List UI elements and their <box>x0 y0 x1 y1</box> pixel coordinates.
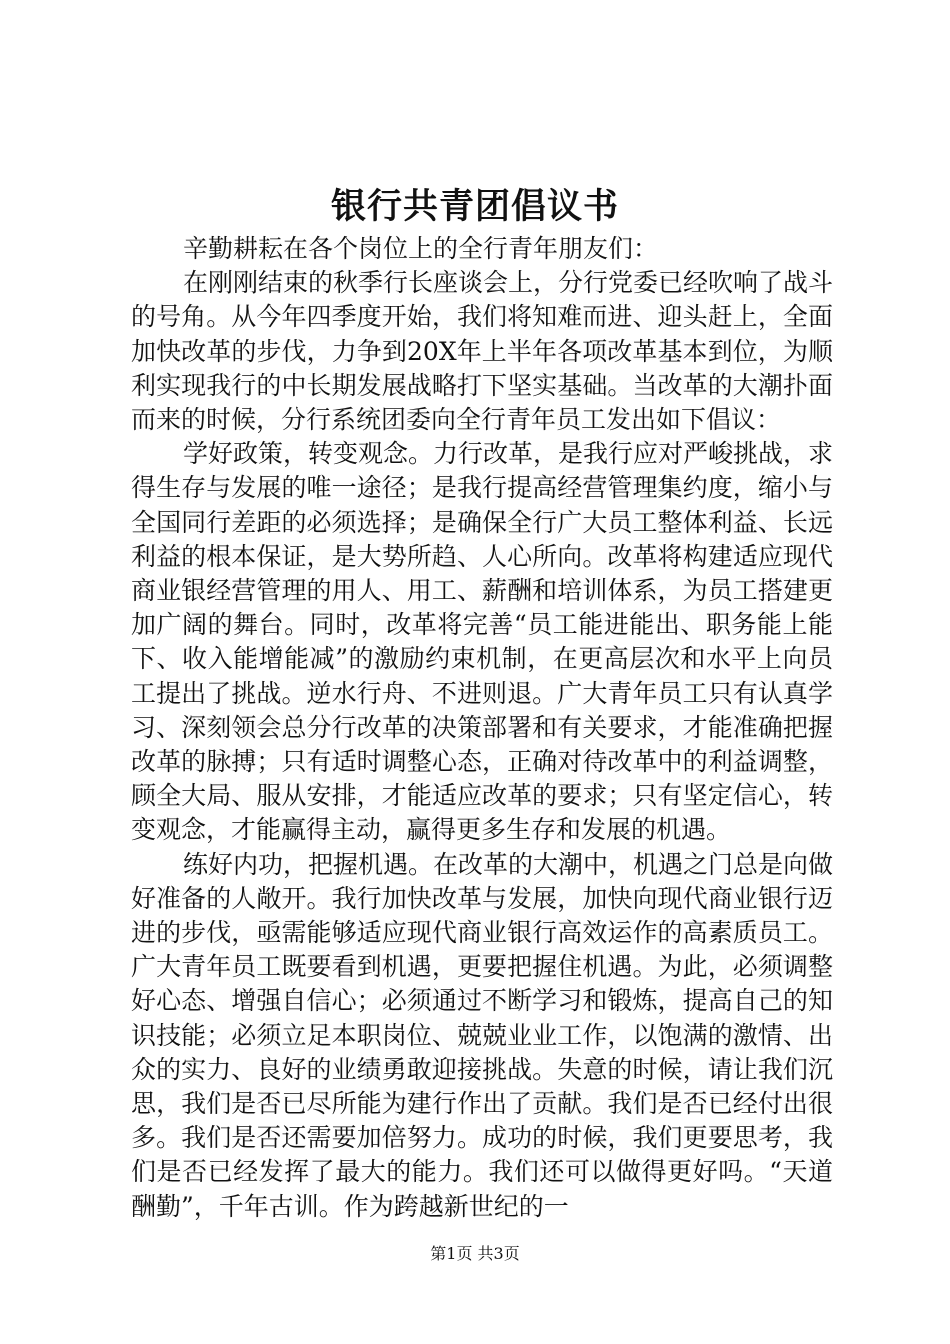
document-title: 银行共青团倡议书 <box>330 186 619 227</box>
intro-paragraph: 在刚刚结束的秋季行长座谈会上，分行党委已经吹响了战斗的号角。从今年四季度开始，我们将知难而进、迎头赶上，全面加快改革的步伐，力争到20X年上半年各项改革基本到位，为顺利实现我行的中长期发展战略打下坚实基础。当改革的大潮扑面而来的时候，分行系统团委向全行青年员工发出如下倡议： <box>131 268 834 435</box>
policy-paragraph: 学好政策，转变观念。力行改革，是我行应对严峻挑战，求得生存与发展的唯一途径；是我行提高经营管理集约度，缩小与全国同行差距的必须选择；是确保全行广大员工整体利益、长远利益的根本保证，是大势所趋、人心所向。改革将构建适应现代商业银经营管理的用人、用工、薪酬和培训体系，为员工搭建更加广阔的舞台。同时，改革将完善“员工能进能出、职务能上能下、收入能增能减”的激励约束机制，在更高层次和水平上向员工提出了挑战。逆水行舟、不进则退。广大青年员工只有认真学习、深刻领会总分行改革的决策部署和有关要求，才能准确把握改革的脉搏；只有适时调整心态，正确对待改革中的利益调整，顾全大局、服从安排，才能适应改革的要求；只有坚定信心，转变观念，才能赢得主动，赢得更多生存和发展的机遇。 <box>131 439 834 845</box>
opportunity-paragraph: 练好内功，把握机遇。在改革的大潮中，机遇之门总是向做好准备的人敞开。我行加快改革与发展，加快向现代商业银行迈进的步伐，亟需能够适应现代商业银行高效运作的高素质员工。广大青年员工既要看到机遇，更要把握住机遇。为此，必须调整好心态、增强自信心；必须通过不断学习和锻炼，提高自己的知识技能；必须立足本职岗位、兢兢业业工作，以饱满的激情、出众的实力、良好的业绩勇敢迎接挑战。失意的时候，请让我们沉思，我们是否已尽所能为建行作出了贡献。我们是否已经付出很多。我们是否还需要加倍努力。成功的时候，我们更要思考，我们是否已经发挥了最大的能力。我们还可以做得更好吗。“天道酬勤”，千年古训。作为跨越新世纪的一 <box>131 849 834 1221</box>
salutation-paragraph: 辛勤耕耘在各个岗位上的全行青年朋友们： <box>183 234 659 263</box>
document-body <box>131 232 833 1224</box>
page-footer: 第1页 共3页 <box>430 1244 520 1263</box>
